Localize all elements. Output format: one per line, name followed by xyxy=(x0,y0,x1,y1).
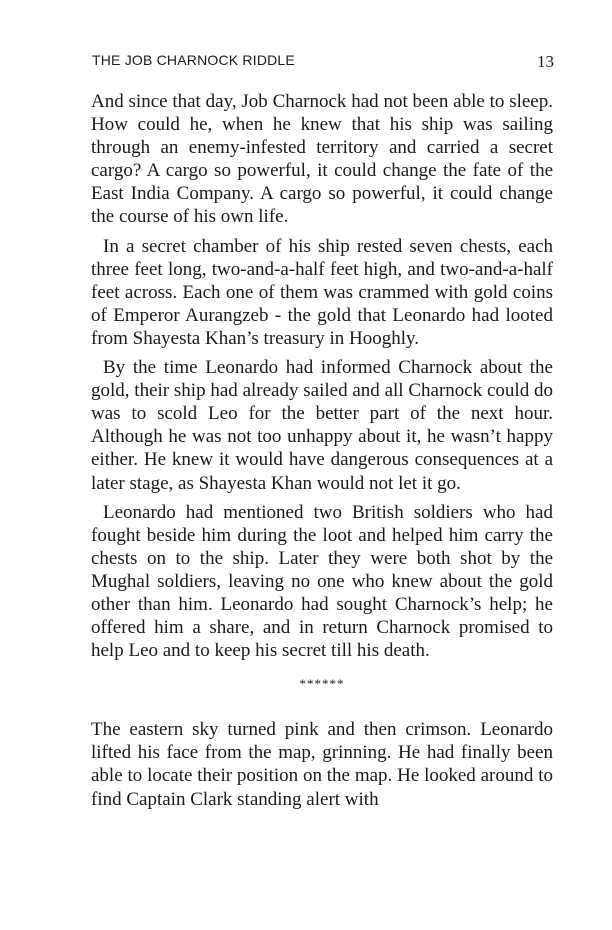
paragraph-5: The eastern sky turned pink and then crimson. Leonardo lifted his face from the map, grinning. He had finally been able to locate their position on the map. He looked around to find Captain Clark standing alert with xyxy=(91,719,553,810)
section-break: ****** xyxy=(299,676,345,692)
paragraph-3: By the time Leonardo had informed Charnock about the gold, their ship had already sailed and all Charnock could do was to scold Leo for the better part of the next hour. Although he was not too unhappy about it, he wasn’t happy either. He knew it would have dangerous consequences at a later stage, as Shayesta Khan would not let it go. xyxy=(91,357,553,494)
body-text xyxy=(91,90,553,817)
paragraph-4: Leonardo had mentioned two British soldiers who had fought beside him during the loot and helped him carry the chests on to the ship. Later they were both shot by the Mughal soldiers, leaving no one who knew about the gold other than him. Leonardo had sought Charnock’s help; he offered him a share, and in return Charnock promised to help Leo and to keep his secret till his death. xyxy=(91,501,553,662)
page-number: 13 xyxy=(537,52,554,71)
paragraph-1: And since that day, Job Charnock had not been able to sleep. How could he, when he knew that his ship was sailing through an enemy-infested territory and carried a secret cargo? A cargo so powerful, it could change the fate of the East India Company. A cargo so powerful, it could change the course of his own life. xyxy=(91,91,553,228)
running-title: THE JOB CHARNOCK RIDDLE xyxy=(92,52,295,68)
paragraph-2: In a secret chamber of his ship rested seven chests, each three feet long, two-and-a-half feet high, and two-and-a-half feet across. Each one of them was crammed with gold coins of Emperor Aurangzeb - the gold that Leonardo had looted from Shayesta Khan’s treasury in Hooghly. xyxy=(91,235,553,349)
